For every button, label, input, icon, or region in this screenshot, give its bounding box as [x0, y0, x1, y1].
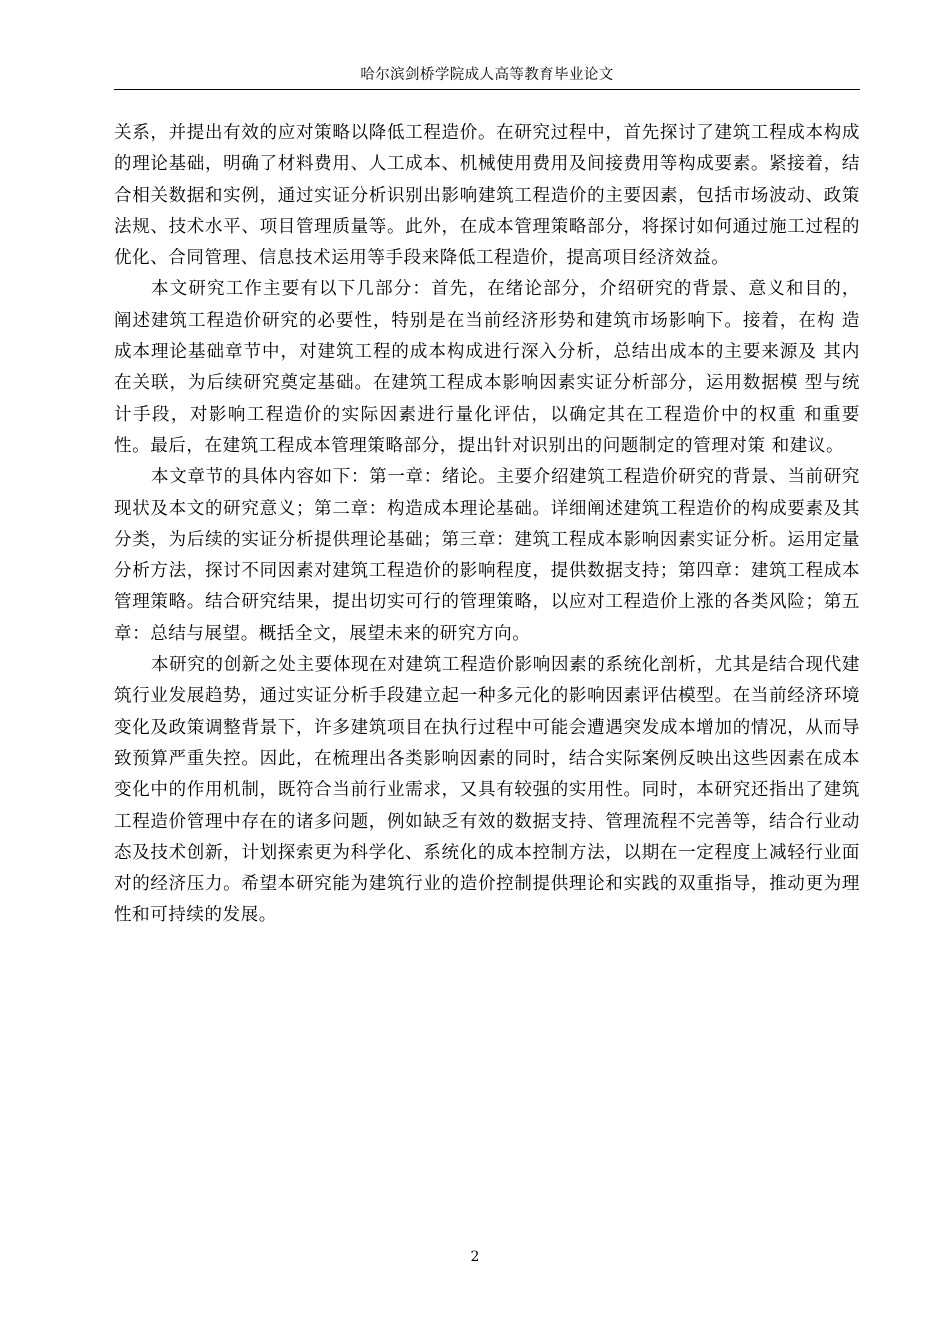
- paragraph-3: 本文章节的具体内容如下：第一章：绪论。主要介绍建筑工程造价研究的背景、当前研究现状及本文的研究意义；第二章：构造成本理论基础。详细阐述建筑工程造价的构成要素及其分类，为后续的实证分析提供理论基础；第三章：建筑工程成本影响因素实证分析。运用定量分析方法，探讨不同因素对建筑工程造价的影响程度，提供数据支持；第四章：建筑工程成本管理策略。结合研究结果，提出切实可行的管理策略，以应对工程造价上涨的各类风险；第五章：总结与展望。概括全文，展望未来的研究方向。: [114, 467, 860, 644]
- header-divider: [114, 89, 860, 90]
- page-header-title: 哈尔滨剑桥学院成人高等教育毕业论文: [360, 67, 614, 83]
- paragraph-2: 本文研究工作主要有以下几部分：首先，在绪论部分，介绍研究的背景、意义和目的， 阐述建筑工程造价研究的必要性，特别是在当前经济形势和建筑市场影响下。接着，在构 造成本理论基础章节中，对建筑工程的成本构成进行深入分析，总结出成本的主要来源及 其内在关联，为后续研究奠定基础。在建筑工程成本影响因素实证分析部分，运用数据模 型与统计手段，对影响工程造价的实际因素进行量化评估，以确定其在工程造价中的权重 和重要性。最后，在建筑工程成本管理策略部分，提出针对识别出的问题制定的管理对策 和建议。: [114, 279, 860, 456]
- body-text: [114, 118, 860, 932]
- paragraph-1: 关系，并提出有效的应对策略以降低工程造价。在研究过程中，首先探讨了建筑工程成本构成的理论基础，明确了材料费用、人工成本、机械使用费用及间接费用等构成要素。紧接着，结合相关数据和实例，通过实证分析识别出影响建筑工程造价的主要因素，包括市场波动、政策法规、技术水平、项目管理质量等。此外，在成本管理策略部分，将探讨如何通过施工过程的优化、合同管理、信息技术运用等手段来降低工程造价，提高项目经济效益。: [114, 123, 860, 269]
- page-number: 2: [470, 1249, 480, 1265]
- paragraph-4: 本研究的创新之处主要体现在对建筑工程造价影响因素的系统化剖析，尤其是结合现代建筑行业发展趋势，通过实证分析手段建立起一种多元化的影响因素评估模型。在当前经济环境变化及政策调整背景下，许多建筑项目在执行过程中可能会遭遇突发成本增加的情况，从而导致预算严重失控。因此，在梳理出各类影响因素的同时，结合实际案例反映出这些因素在成本变化中的作用机制，既符合当前行业需求，又具有较强的实用性。同时，本研究还指出了建筑工程造价管理中存在的诸多问题，例如缺乏有效的数据支持、管理流程不完善等，结合行业动态及技术创新，计划探索更为科学化、系统化的成本控制方法，以期在一定程度上减轻行业面对的经济压力。希望本研究能为建筑行业的造价控制提供理论和实践的双重指导，推动更为理性和可持续的发展。: [114, 655, 860, 926]
